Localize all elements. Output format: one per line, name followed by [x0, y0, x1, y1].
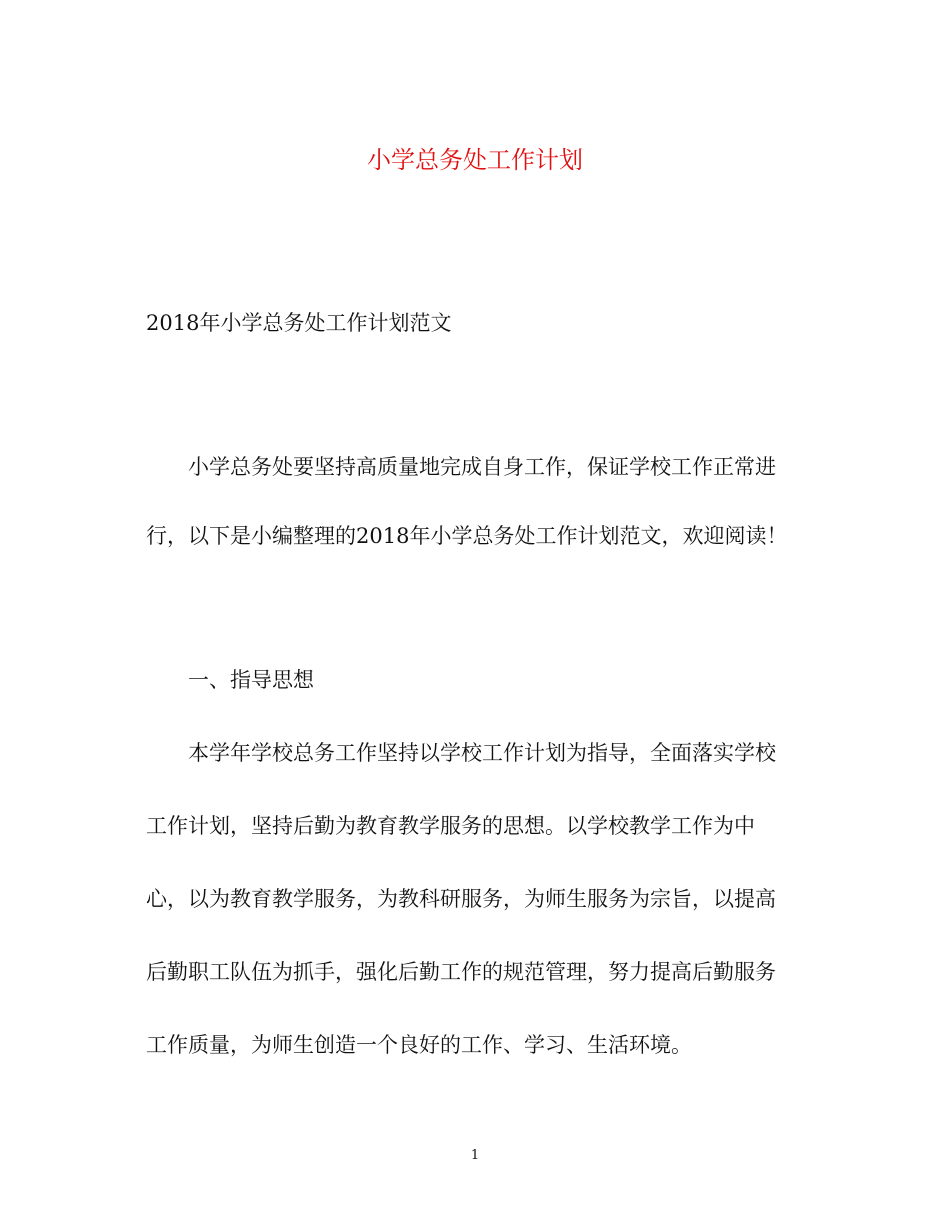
body-line: 工作计划，坚持后勤为教育教学服务的思想。以学校教学工作为中 — [146, 814, 755, 838]
document-subtitle: 2018年小学总务处工作计划范文 — [146, 311, 452, 335]
page-number: 1 — [470, 1148, 480, 1163]
body-line: 后勤职工队伍为抓手，强化后勤工作的规范管理，努力提高后勤服务 — [146, 960, 776, 984]
body-line: 工作质量，为师生创造一个良好的工作、学习、生活环境。 — [146, 1033, 692, 1057]
body-line: 心，以为教育教学服务，为教科研服务，为师生服务为宗旨，以提高 — [146, 887, 776, 911]
document-title: 小学总务处工作计划 — [367, 146, 583, 174]
section-heading: 一、指导思想 — [188, 668, 314, 692]
intro-line: 小学总务处要坚持高质量地完成自身工作，保证学校工作正常进 — [188, 455, 776, 479]
body-line: 本学年学校总务工作坚持以学校工作计划为指导，全面落实学校 — [188, 741, 776, 765]
intro-line: 行，以下是小编整理的2018年小学总务处工作计划范文，欢迎阅读！ — [146, 524, 788, 548]
